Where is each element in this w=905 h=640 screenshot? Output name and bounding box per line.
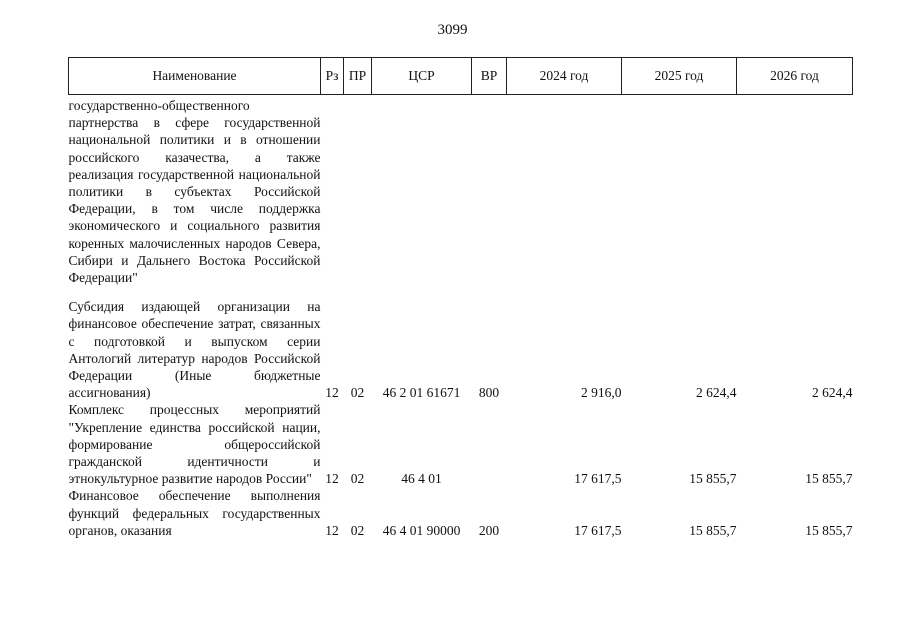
row-2025: 2 624,4	[696, 385, 737, 401]
row-rz: 12	[325, 522, 339, 538]
table-row	[69, 401, 853, 487]
row-2025: 15 855,7	[689, 471, 737, 487]
row-2026: 15 855,7	[805, 522, 853, 538]
header-pr: ПР	[344, 58, 372, 95]
table-row	[69, 95, 853, 299]
row-vr	[472, 401, 507, 487]
row-2026	[737, 95, 853, 299]
header-csr: ЦСР	[372, 58, 472, 95]
row-2024: 17 617,5	[574, 471, 622, 487]
table-row	[69, 487, 853, 539]
header-2025: 2025 год	[622, 58, 737, 95]
row-vr: 200	[478, 522, 500, 538]
row-2026: 15 855,7	[805, 471, 853, 487]
row-2024	[507, 95, 622, 299]
row-pr: 02	[350, 471, 365, 487]
header-name: Наименование	[69, 58, 321, 95]
row-name: государственно-общественного партнерства в сфере государственной национальной политики и в отношении российского казачества, а также реализация государственной национальной политики в субъектах Российской Федерации, в том числе поддержка экономического и социального развития коренных малочисленных народов Севера, Сибири и Дальнего Востока Российской Федерации"	[68, 98, 321, 286]
header-2024: 2024 год	[507, 58, 622, 95]
row-2024: 17 617,5	[574, 522, 622, 538]
row-csr: 46 2 01 61671	[382, 385, 461, 401]
table-row	[69, 298, 853, 401]
budget-table	[68, 57, 853, 539]
row-rz: 12	[325, 471, 339, 487]
row-vr: 800	[478, 385, 500, 401]
header-rz: Рз	[321, 58, 344, 95]
row-csr: 46 4 01	[401, 471, 442, 487]
row-vr	[472, 95, 507, 299]
header-2026: 2026 год	[737, 58, 853, 95]
row-csr: 46 4 01 90000	[382, 522, 461, 538]
row-2024: 2 916,0	[581, 385, 622, 401]
row-name: Субсидия издающей организации на финансовое обеспечение затрат, связанных с подготовкой и выпуском серии Антологий литератур народов Российской Федерации (Иные бюджетные ассигнования)	[68, 299, 321, 401]
header-vr: ВР	[472, 58, 507, 95]
row-pr: 02	[350, 522, 365, 538]
table-header-row	[69, 58, 853, 95]
row-name: Финансовое обеспечение выполнения функций федеральных государственных органов, оказания	[68, 488, 321, 538]
row-rz	[321, 95, 344, 299]
row-rz: 12	[325, 385, 339, 401]
page-number: 3099	[437, 22, 468, 38]
row-csr	[372, 95, 472, 299]
row-2026: 2 624,4	[812, 385, 853, 401]
row-pr	[344, 95, 372, 299]
row-2025: 15 855,7	[689, 522, 737, 538]
row-pr: 02	[350, 385, 365, 401]
row-2025	[622, 95, 737, 299]
row-name: Комплекс процессных мероприятий "Укрепление единства российской нации, формирование общероссийской гражданской идентичности и этнокультурное развитие народов России"	[68, 402, 321, 487]
